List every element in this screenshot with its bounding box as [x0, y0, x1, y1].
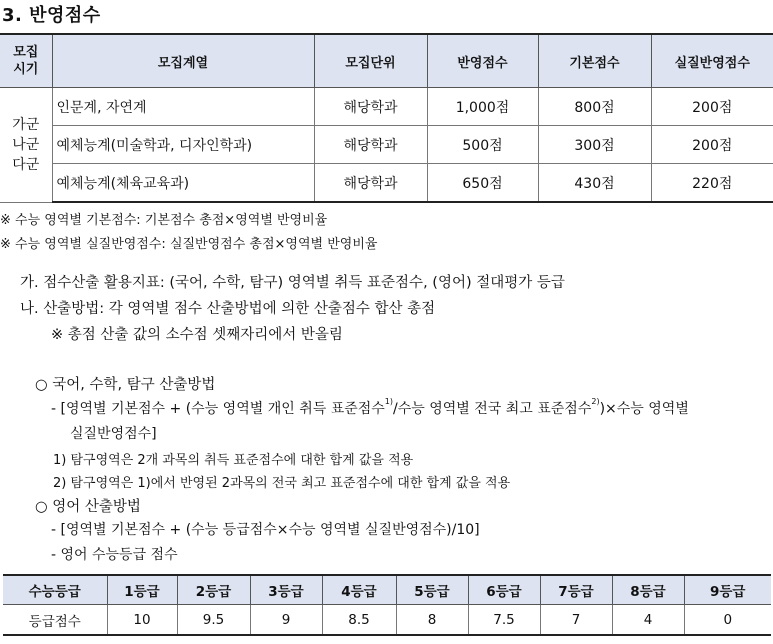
item-na: 나. 산출방법: 각 영역별 점수 산출방법에 의한 산출점수 합산 총점 [20, 301, 436, 317]
header-period: 모집 시기 [0, 34, 52, 88]
kor-formula-part-b: /수능 영역별 전국 최고 표준점수 [393, 401, 592, 417]
actual-cell: 200점 [651, 126, 773, 164]
grade-score-cell: 7.5 [468, 605, 540, 636]
header-base: 기본점수 [538, 34, 651, 88]
header-field: 모집계열 [52, 34, 314, 88]
kor-math-inquiry-heading: ○ 국어, 수학, 탐구 산출방법 [35, 377, 216, 393]
grade-table-header [3, 575, 771, 605]
grade-score-row [3, 605, 771, 636]
grade-header: 9등급 [684, 575, 771, 605]
footnote-ref-2: 2) [591, 397, 600, 406]
unit-cell: 해당학과 [314, 126, 427, 164]
base-cell: 800점 [538, 88, 651, 126]
rounding-note: ※ 총점 산출 값의 소수점 셋째자리에서 반올림 [51, 327, 343, 343]
field-cell: 예체능계(미술학과, 디자인학과) [52, 126, 314, 164]
actual-cell: 220점 [651, 164, 773, 203]
table-row [0, 164, 773, 203]
unit-cell: 해당학과 [314, 164, 427, 203]
grade-header: 1등급 [107, 575, 177, 605]
note-actual-score: ※ 수능 영역별 실질반영점수: 실질반영점수 총점×영역별 반영비율 [0, 237, 378, 252]
section-title: 3. 반영점수 [2, 5, 101, 26]
grade-header: 6등급 [468, 575, 540, 605]
grade-row-label: 등급점수 [3, 605, 107, 636]
reflect-cell: 650점 [427, 164, 538, 203]
grade-score-cell: 7 [540, 605, 612, 636]
english-grade-label: - 영어 수능등급 점수 [51, 547, 178, 563]
grade-score-cell: 8.5 [322, 605, 396, 636]
footnote-ref-1: 1) [384, 397, 394, 406]
actual-cell: 200점 [651, 88, 773, 126]
score-table-header [0, 34, 773, 88]
grade-header: 2등급 [177, 575, 250, 605]
table-row [0, 126, 773, 164]
grade-header: 8등급 [612, 575, 684, 605]
header-actual: 실질반영점수 [651, 34, 773, 88]
reflect-cell: 500점 [427, 126, 538, 164]
kor-formula-cont: 실질반영점수] [70, 426, 157, 442]
grade-score-cell: 4 [612, 605, 684, 636]
grade-header: 4등급 [322, 575, 396, 605]
grade-score-cell: 8 [396, 605, 468, 636]
kor-formula-part-c: )×수능 영역별 [599, 401, 689, 417]
english-heading: ○ 영어 산출방법 [35, 499, 141, 515]
base-cell: 430점 [538, 164, 651, 203]
score-table [0, 33, 773, 203]
grade-score-cell: 0 [684, 605, 771, 636]
unit-cell: 해당학과 [314, 88, 427, 126]
field-cell: 인문계, 자연계 [52, 88, 314, 126]
header-unit: 모집단위 [314, 34, 427, 88]
grade-score-cell: 9 [250, 605, 322, 636]
period-cell: 가군 나군 다군 [0, 88, 52, 203]
grade-table [3, 574, 771, 636]
grade-header: 5등급 [396, 575, 468, 605]
english-formula: - [영역별 기본점수 + (수능 등급점수×수능 영역별 실질반영점수)/10] [51, 522, 480, 538]
header-reflect: 반영점수 [427, 34, 538, 88]
grade-score-cell: 9.5 [177, 605, 250, 636]
footnote-1: 1) 탐구영역은 2개 과목의 취득 표준점수에 대한 합계 값을 적용 [53, 453, 414, 468]
kor-formula-part-a: - [영역별 기본점수 + (수능 영역별 개인 취득 표준점수 [51, 401, 385, 417]
field-cell: 예체능계(체육교육과) [52, 164, 314, 203]
grade-header-label: 수능등급 [3, 575, 107, 605]
grade-header: 3등급 [250, 575, 322, 605]
base-cell: 300점 [538, 126, 651, 164]
item-ga: 가. 점수산출 활용지표: (국어, 수학, 탐구) 영역별 취득 표준점수, (영어) 절대평가 등급 [20, 275, 565, 291]
footnote-2: 2) 탐구영역은 1)에서 반영된 2과목의 전국 최고 표준점수에 대한 합계 값을 적용 [53, 476, 511, 491]
grade-header: 7등급 [540, 575, 612, 605]
reflect-cell: 1,000점 [427, 88, 538, 126]
grade-score-cell: 10 [107, 605, 177, 636]
kor-formula [51, 398, 689, 418]
note-base-score: ※ 수능 영역별 기본점수: 기본점수 총점×영역별 반영비율 [0, 213, 328, 228]
table-row [0, 88, 773, 126]
